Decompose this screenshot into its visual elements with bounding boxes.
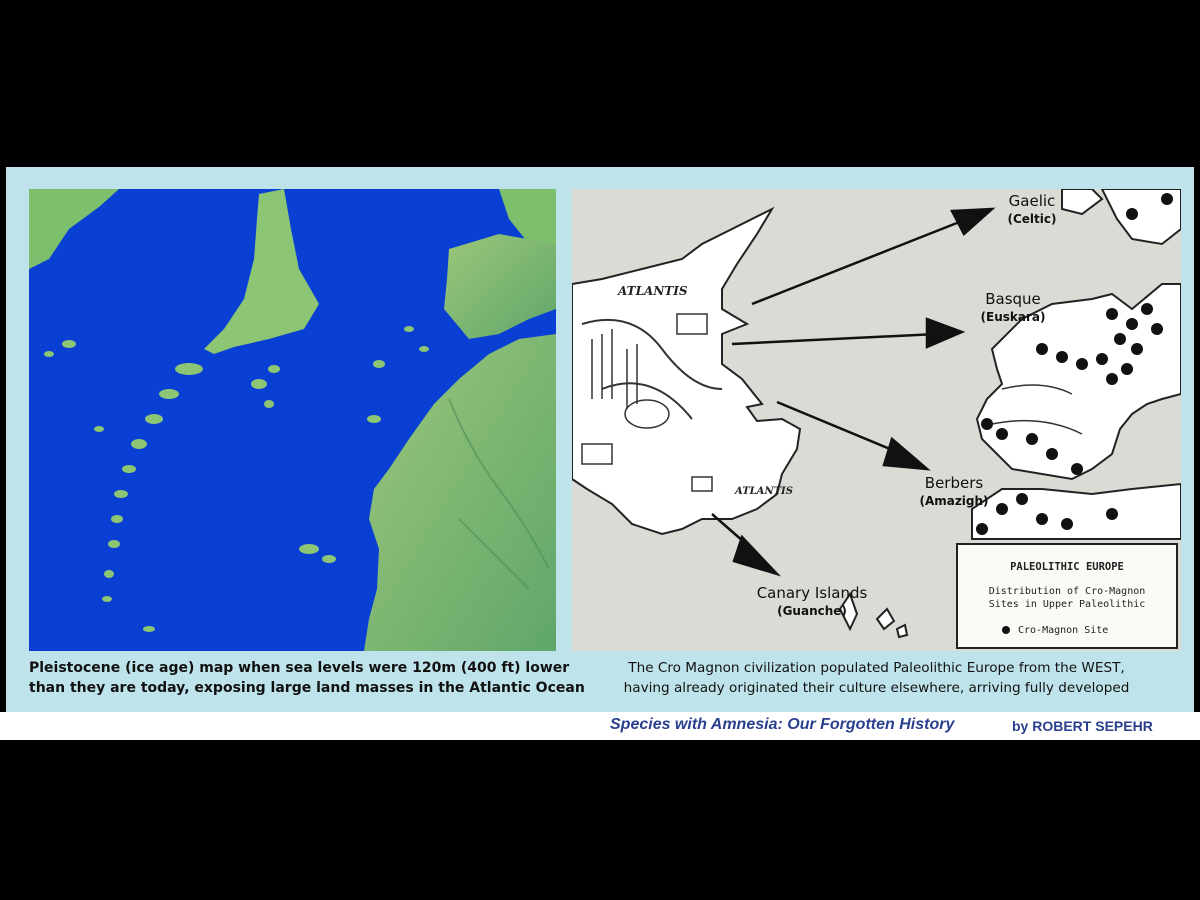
berbers-subname: (Amazigh) (919, 494, 989, 508)
legend-description: Distribution of Cro-Magnon Sites in Upper Paleolithic (988, 586, 1146, 610)
right-caption-line2: having already originated their culture elsewhere, arriving fully developed (623, 680, 1130, 696)
pleistocene-map-graphic (29, 189, 556, 651)
legend-key-label: Cro-Magnon Site (1018, 625, 1109, 636)
left-caption (29, 658, 585, 698)
gaelic-label (992, 192, 1072, 228)
left-caption-line1: Pleistocene (ice age) map when sea levels were 120m (400 ft) lower (29, 660, 570, 676)
legend-title: PALEOLITHIC EUROPE (1010, 561, 1124, 573)
basque-label (968, 290, 1058, 326)
basque-name: Basque (985, 290, 1041, 308)
gaelic-subname: (Celtic) (1007, 212, 1057, 226)
canary-islands-subname: (Guanche) (777, 604, 847, 618)
map-legend (956, 543, 1178, 649)
legend-key (1002, 625, 1108, 636)
left-caption-line2: than they are today, exposing large land masses in the Atlantic Ocean (29, 680, 585, 696)
berbers-name: Berbers (924, 474, 984, 492)
atlantis-label: ATLANTIS (618, 284, 688, 298)
footer-title: Species with Amnesia: Our Forgotten History (610, 716, 955, 733)
basque-subname: (Euskara) (980, 310, 1046, 324)
right-caption (572, 658, 1181, 698)
berbers-label (914, 474, 994, 510)
canary-islands-name: Canary Islands (756, 584, 868, 602)
right-caption-line1: The Cro Magnon civilization populated Paleolithic Europe from the WEST, (628, 660, 1125, 676)
canary-islands-label (742, 584, 882, 620)
pleistocene-map (29, 189, 556, 651)
footer-byline: by ROBERT SEPEHR (1012, 718, 1153, 734)
gaelic-name: Gaelic (1008, 192, 1056, 210)
site-dot-icon (1002, 626, 1010, 634)
atlantis-small-label: ATLANTIS (735, 486, 793, 497)
